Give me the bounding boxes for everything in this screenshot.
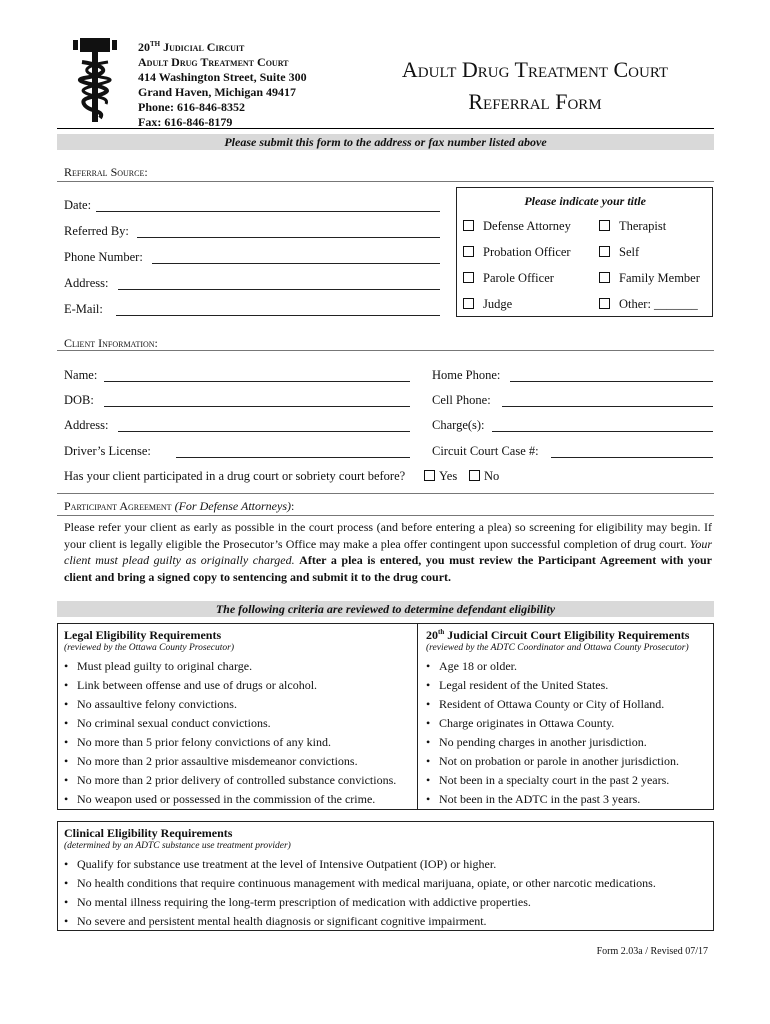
title-prompt: Please indicate your title (524, 194, 646, 208)
home-phone-field[interactable] (510, 381, 713, 382)
checkbox-icon[interactable] (469, 470, 480, 481)
list-item: • Charge originates in Ottawa County. (426, 716, 614, 731)
case-number-field[interactable] (551, 457, 713, 458)
list-item: • No weapon used or possessed in the commission of the crime. (64, 792, 375, 807)
court-logo (70, 34, 120, 124)
form-footer: Form 2.03a / Revised 07/17 (596, 946, 708, 957)
list-item: • Not on probation or parole in another jurisdiction. (426, 754, 679, 769)
court-address-block (138, 37, 307, 130)
list-item: • Resident of Ottawa County or City of Holland. (426, 697, 664, 712)
court-fax: Fax: 616-846-8179 (138, 115, 233, 129)
list-item: • No pending charges in another jurisdiction. (426, 735, 647, 750)
checkbox-icon[interactable] (463, 246, 474, 257)
list-item: • Not been in the ADTC in the past 3 years. (426, 792, 640, 807)
title-option-judge[interactable]: Judge (463, 297, 512, 312)
charges-field[interactable] (492, 431, 713, 432)
checkbox-icon[interactable] (463, 272, 474, 283)
list-item: • No more than 5 prior felony convictions of any kind. (64, 735, 331, 750)
prior-court-yes[interactable]: Yes (424, 469, 457, 484)
cell-phone-label: Cell Phone: (432, 393, 491, 407)
list-item: • Must plead guilty to original charge. (64, 659, 252, 674)
circuit-title: 20th Judicial Circuit Court Eligibility Requirements (426, 628, 690, 642)
client-dob-label: DOB: (64, 393, 94, 407)
date-label: Date: (64, 198, 92, 212)
list-item: • Qualify for substance use treatment at the level of Intensive Outpatient (IOP) or higher. (64, 857, 496, 872)
title-option-therapist[interactable]: Therapist (599, 219, 666, 234)
checkbox-icon[interactable] (599, 246, 610, 257)
legal-title: Legal Eligibility Requirements (64, 628, 222, 642)
circuit-name: 20TH Judicial Circuit (138, 40, 245, 54)
checkbox-icon[interactable] (424, 470, 435, 481)
agreement-heading: Participant Agreement (For Defense Attorneys): (64, 499, 295, 513)
title-option-parole-officer[interactable]: Parole Officer (463, 271, 554, 286)
case-number-label: Circuit Court Case #: (432, 444, 539, 458)
prior-court-no[interactable]: No (469, 469, 499, 484)
legal-subtitle: (reviewed by the Ottawa County Prosecutor) (64, 643, 234, 653)
list-item: • No severe and persistent mental health diagnosis or significant cognitive impairment. (64, 914, 487, 929)
title-option-self[interactable]: Self (599, 245, 639, 260)
title-option-family-member[interactable]: Family Member (599, 271, 700, 286)
email-label: E-Mail: (64, 302, 103, 316)
drivers-license-field[interactable] (176, 457, 410, 458)
title-option-probation-officer[interactable]: Probation Officer (463, 245, 571, 260)
checkbox-icon[interactable] (599, 272, 610, 283)
address-field[interactable] (118, 289, 440, 290)
court-city: Grand Haven, Michigan 49417 (138, 85, 297, 99)
list-item: • No health conditions that require continuous management with medical marijuana, opiate, or other narcotic medications. (64, 876, 656, 891)
list-item: • Legal resident of the United States. (426, 678, 608, 693)
phone-number-field[interactable] (152, 263, 440, 264)
clinical-subtitle: (determined by an ADTC substance use treatment provider) (64, 841, 291, 851)
referred-by-label: Referred By: (64, 224, 129, 238)
referral-heading: Referral Source: (64, 165, 148, 179)
checkbox-icon[interactable] (599, 220, 610, 231)
list-item: • No more than 2 prior delivery of controlled substance convictions. (64, 773, 396, 788)
client-heading: Client Information: (64, 336, 158, 350)
home-phone-label: Home Phone: (432, 368, 501, 382)
form-title (340, 54, 730, 118)
email-field[interactable] (116, 315, 440, 316)
title-option-other[interactable]: Other: _______ (599, 297, 698, 312)
client-name-field[interactable] (104, 381, 410, 382)
address-label: Address: (64, 276, 109, 290)
form-title-line2: Referral Form (468, 89, 602, 114)
court-street: 414 Washington Street, Suite 300 (138, 70, 307, 84)
court-department: Adult Drug Treatment Court (138, 55, 289, 69)
cell-phone-field[interactable] (502, 406, 713, 407)
court-phone: Phone: 616-846-8352 (138, 100, 245, 114)
client-dob-field[interactable] (104, 406, 410, 407)
client-name-label: Name: (64, 368, 98, 382)
list-item: • Not been in a specialty court in the past 2 years. (426, 773, 669, 788)
list-item: • Link between offense and use of drugs or alcohol. (64, 678, 317, 693)
checkbox-icon[interactable] (463, 298, 474, 309)
list-item: • No assaultive felony convictions. (64, 697, 237, 712)
criteria-banner: The following criteria are reviewed to determine defendant eligibility (57, 601, 714, 617)
list-item: • No criminal sexual conduct convictions. (64, 716, 271, 731)
phone-number-label: Phone Number: (64, 250, 143, 264)
client-address-field[interactable] (118, 431, 410, 432)
list-item: • No more than 2 prior assaultive misdemeanor convictions. (64, 754, 358, 769)
charges-label: Charge(s): (432, 418, 485, 432)
form-title-line1: Adult Drug Treatment Court (401, 57, 669, 82)
checkbox-icon[interactable] (463, 220, 474, 231)
checkbox-icon[interactable] (599, 298, 610, 309)
prior-court-question: Has your client participated in a drug court or sobriety court before? (64, 469, 406, 483)
list-item: • Age 18 or older. (426, 659, 517, 674)
agreement-paragraph: Please refer your client as early as possible in the court process (and before entering a plea) so screening for eligibility may begin. If your client is legally eligible the Prosecutor’s Office may make a plea offer contingent upon successful completion of drug court. Your client must plead guilty as originally charged. After a plea is entered, you must review the Participant Agreement with your client and bring a signed copy to sentencing and submit it to the drug court. (64, 520, 713, 584)
list-item: • No mental illness requiring the long-term prescription of medication with addictive properties. (64, 895, 531, 910)
title-option-defense-attorney[interactable]: Defense Attorney (463, 219, 571, 234)
clinical-title: Clinical Eligibility Requirements (64, 826, 233, 840)
submit-note: Please submit this form to the address or fax number listed above (57, 134, 714, 150)
date-field[interactable] (96, 211, 440, 212)
referred-by-field[interactable] (137, 237, 440, 238)
circuit-subtitle: (reviewed by the ADTC Coordinator and Ottawa County Prosecutor) (426, 643, 689, 653)
client-address-label: Address: (64, 418, 109, 432)
drivers-license-label: Driver’s License: (64, 444, 151, 458)
